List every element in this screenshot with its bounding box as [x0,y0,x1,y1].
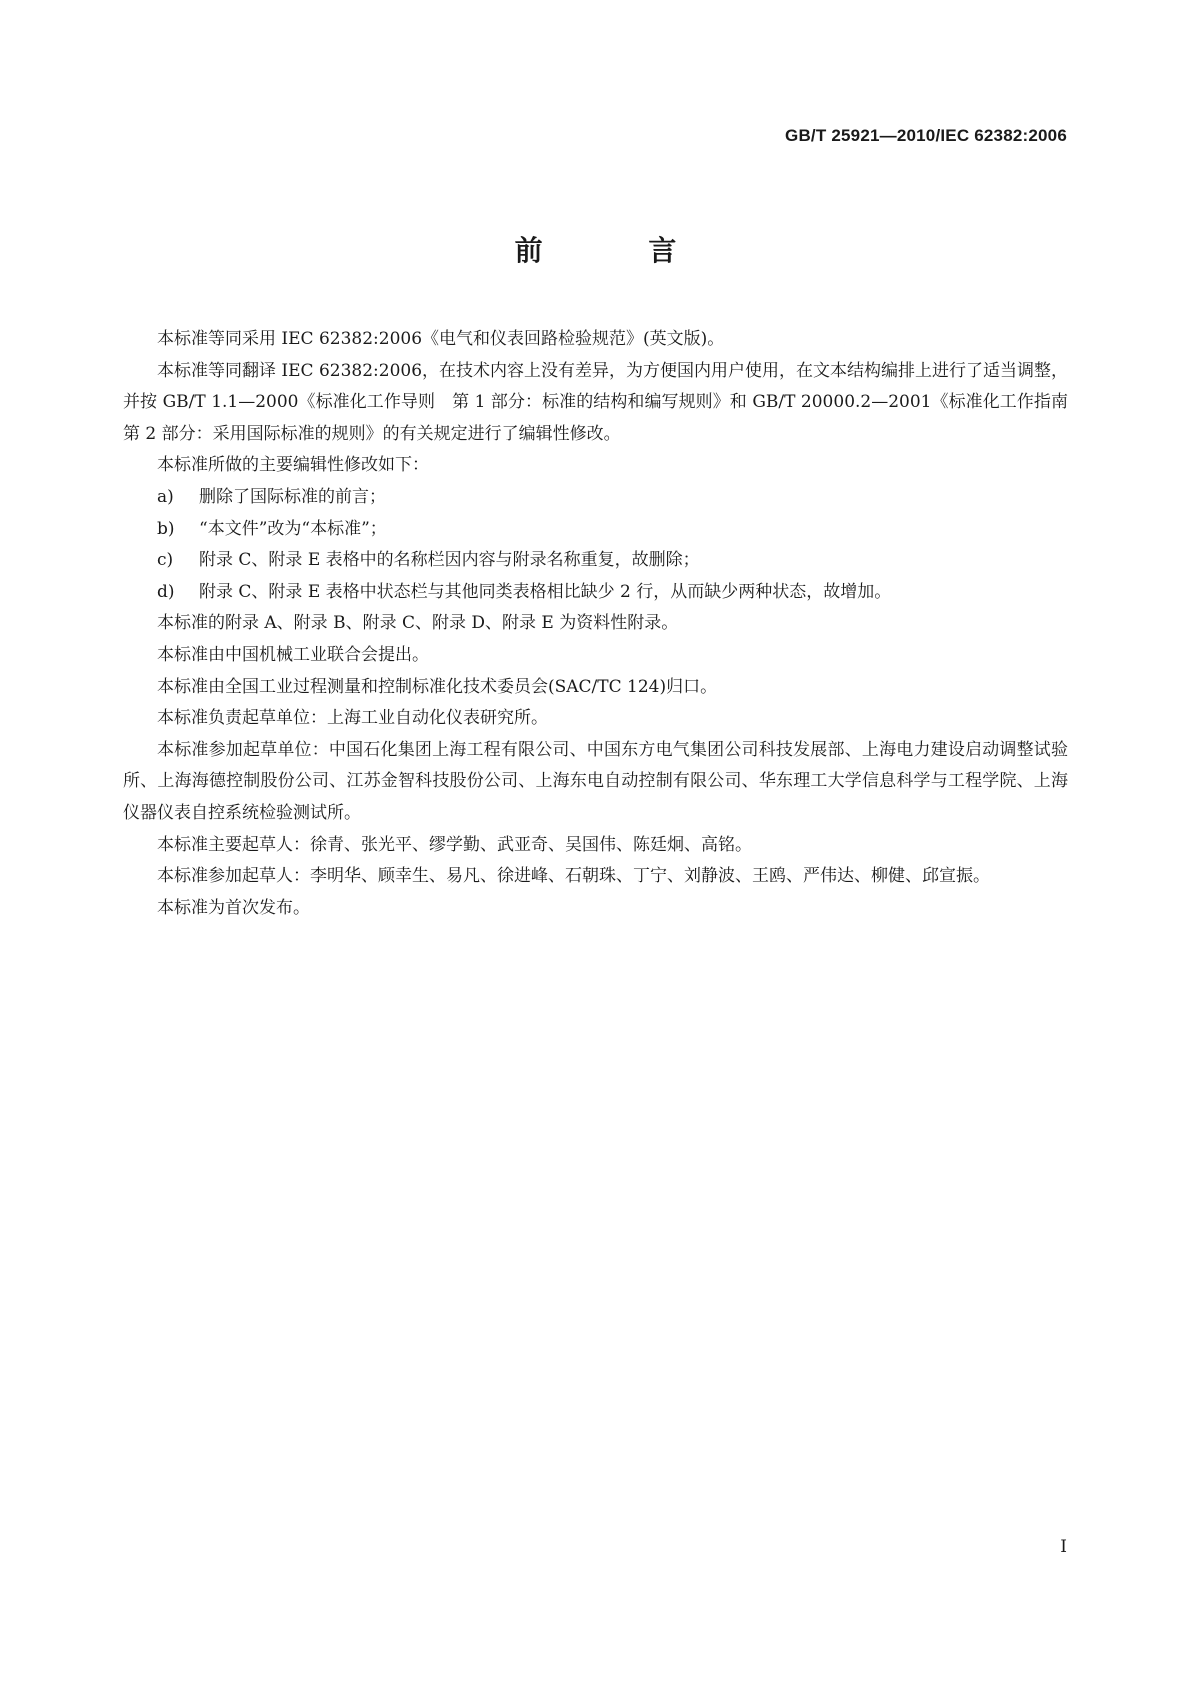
document-body [123,324,1085,924]
paragraph-translation: 本标准等同翻译 IEC 62382:2006，在技术内容上没有差异，为方便国内用户使用，在文本结构编排上进行了适当调整，并按 GB/T 1.1—2000《标准化工作导则 第 1 部分：标准的结构和编写规则》和 GB/T 20000.2—2001《标准化工作指南 第 2 部分：采用国际标准的规则》的有关规定进行了编辑性修改。 [123,360,1085,444]
paragraph-proposed-by: 本标准由中国机械工业联合会提出。 [157,644,429,665]
list-item-text: 删除了国际标准的前言； [199,486,386,507]
list-item [123,482,1068,514]
page-title: 前 言 [514,234,725,267]
page-number: I [1060,1537,1067,1557]
list-item-text: 附录 C、附录 E 表格中的名称栏因内容与附录名称重复，故删除； [199,550,700,571]
list-marker: a) [157,486,174,507]
list-marker: c) [157,550,174,571]
list-item-text: “本文件”改为“本标准”； [199,518,387,539]
list-item [123,545,1068,577]
paragraph-main-drafters: 本标准主要起草人：徐青、张光平、缪学勤、武亚奇、吴国伟、陈廷炯、高铭。 [157,834,752,855]
standard-number-header: GB/T 25921—2010/IEC 62382:2006 [785,126,1067,145]
paragraph-participating-units: 本标准参加起草单位：中国石化集团上海工程有限公司、中国东方电气集团公司科技发展部、上海电力建设启动调整试验所、上海海德控制股份公司、江苏金智科技股份公司、上海东电自动控制有限公司、华东理工大学信息科学与工程学院、上海仪器仪表自控系统检验测试所。 [123,739,1068,823]
list-marker: d) [157,581,175,602]
paragraph-first-release: 本标准为首次发布。 [157,897,310,918]
paragraph-technical-committee: 本标准由全国工业过程测量和控制标准化技术委员会(SAC/TC 124)归口。 [157,676,718,697]
paragraph-participating-drafters: 本标准参加起草人：李明华、顾幸生、易凡、徐进峰、石朝珠、丁宁、刘静波、王鸥、严伟达、柳健、邱宣振。 [157,866,990,887]
paragraph-annexes: 本标准的附录 A、附录 B、附录 C、附录 D、附录 E 为资料性附录。 [157,613,679,634]
paragraph-edits-intro: 本标准所做的主要编辑性修改如下： [157,455,429,476]
list-item-text: 附录 C、附录 E 表格中状态栏与其他同类表格相比缺少 2 行，从而缺少两种状态，故增加。 [199,581,892,602]
list-item [123,577,1068,609]
list-marker: b) [157,518,175,539]
paragraph-adoption: 本标准等同采用 IEC 62382:2006《电气和仪表回路检验规范》(英文版)。 [157,329,725,349]
list-item [123,514,1068,546]
paragraph-drafting-unit: 本标准负责起草单位：上海工业自动化仪表研究所。 [157,708,548,729]
